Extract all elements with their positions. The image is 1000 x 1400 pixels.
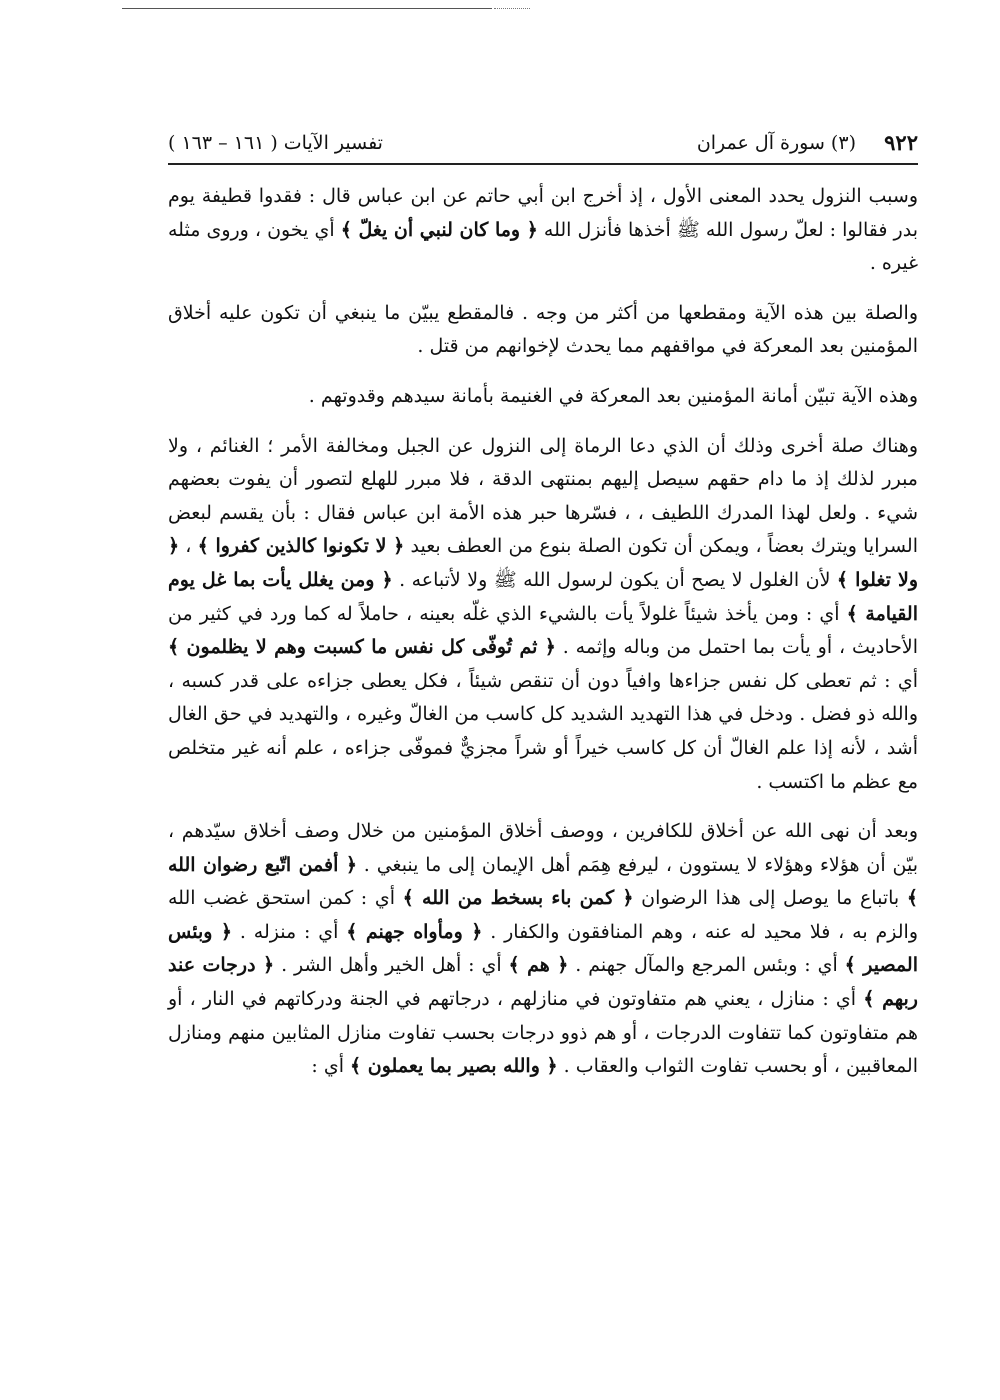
paragraph-1 <box>168 180 918 281</box>
text-span: والصلة بين هذه الآية ومقطعها من أكثر من وجه . فالمقطع يبيّن ما ينبغي أن تكون عليه أخلاق المؤمنين بعد المعركة في مواقفهم مما يحدث لإخوانهم من قتل . <box>168 301 918 358</box>
quran-verse: ﴿ كمن باء بسخط من الله ﴾ <box>402 887 634 910</box>
text-span: أي : وبئس المرجع والمآل جهنم . <box>568 954 845 977</box>
top-rule <box>122 8 492 9</box>
text-span: أي : <box>311 1055 351 1078</box>
text-span: أي يخون ، وروى مثله غيره . <box>168 218 918 275</box>
text-span: أي : منازل ، يعني هم متفاوتون في منازلهم ، درجاتهم في الجنة ودركاتهم في النار ، أو هم متفاوتون كما تتفاوت الدرجات ، أو هم ذوو درجات بحسب تفاوت منازل المثابين منهم ومنازل المعاقبين ، أو بحسب تفاوت الثواب والعقاب . <box>168 988 918 1078</box>
quran-verse: ﴿ وبئس المصير ﴾ <box>168 920 918 977</box>
page-number: ٩٢٢ <box>884 130 918 155</box>
quran-verse: ﴿ درجات عند ربهم ﴾ <box>168 954 918 1011</box>
paragraph-4 <box>168 430 918 800</box>
text-span: أي : ومن يأخذ شيئاً غلولاً يأت بالشيء الذي غلّه بعينه ، حاملاً له كما ورد في كثير من الأحاديث ، أو يأت بما احتمل من وباله وإثمه . <box>168 602 919 659</box>
surah-title: (٣) سورة آل عمران <box>696 132 856 154</box>
page-header <box>168 128 918 162</box>
quran-verse: ﴿ أفمن اتّبع رضوان الله ﴾ <box>168 853 918 910</box>
header-rule <box>168 163 918 165</box>
text-span: باتباع ما يوصل إلى هذا الرضوان <box>633 887 907 910</box>
text-span: أي : منزله . <box>232 920 347 943</box>
quran-verse: ﴿ لا تكونوا كالذين كفروا ﴾ <box>197 535 405 558</box>
text-span: أي : كمن استحق غضب الله والزم به ، فلا محيد له عنه ، وهم المنافقون والكفار . <box>168 887 918 943</box>
paragraph-5 <box>168 815 918 1084</box>
top-dotted-rule <box>494 8 530 9</box>
quran-verse: ﴿ ولا تغلوا ﴾ <box>168 535 918 591</box>
text-span: أي : ثم تعطى كل نفس جزاءها وافياً دون أن تنقص شيئاً ، فكل يعطى جزاءه على قدر كسبه ، والله ذو فضل . ودخل في هذا التهديد الشديد كل كاسب من الغالّ وغيره ، والتهديد في حق الغال أشد ، لأنه إذا علم الغالّ أن كل كاسب خيراً أو شراً مجزيٌّ فموفّى جزاءه ، علم أنه غير متخلص مع عظم ما اكتسب . <box>168 669 918 793</box>
text-span: أي : أهل الخير وأهل الشر . <box>274 954 509 977</box>
paragraph-2 <box>168 297 918 364</box>
body-text <box>168 180 918 1100</box>
text-span: وبعد أن نهى الله عن أخلاق للكافرين ، ووصف أخلاق المؤمنين من خلال وصف أخلاق سيّدهم ، بيّن أن هؤلاء وهؤلاء لا يستوون ، ليرفع هِمَم أهل الإيمان إلى ما ينبغي . <box>168 820 918 876</box>
text-span: وهذه الآية تبيّن أمانة المؤمنين بعد المعركة في الغنيمة بأمانة سيدهم وقدوتهم . <box>308 384 918 407</box>
text-span: ، <box>179 535 198 558</box>
quran-verse: ﴿ ومأواه جهنم ﴾ <box>346 920 483 943</box>
verses-label: تفسير الآيات ( ١٦١ – ١٦٣ ) <box>168 132 383 154</box>
quran-verse: ﴿ وما كان لنبي أن يغلّ ﴾ <box>340 218 538 241</box>
text-span: لأن الغلول لا يصح أن يكون لرسول الله ﷺ ولا لأتباعه . <box>392 568 837 591</box>
quran-verse: ﴿ والله بصير بما يعملون ﴾ <box>350 1055 558 1078</box>
text-span: وسبب النزول يحدد المعنى الأول ، إذ أخرج ابن أبي حاتم عن ابن عباس قال : فقدوا قطيفة يوم بدر فقالوا : لعلّ رسول الله ﷺ أخذها فأنزل الله <box>168 185 918 241</box>
paragraph-3 <box>168 380 918 414</box>
text-span: وهناك صلة أخرى وذلك أن الذي دعا الرماة إلى النزول عن الجبل ومخالفة الأمر ؛ الغنائم ، ولا مبرر لذلك إذ ما دام حقهم سيصل إليهم بمنتهى الدقة ، فلا مبرر للهلع لتصور أن يفوت بعضهم شيء . ولعل لهذا المدرك اللطيف ، ، فسّرها حبر هذه الأمة ابن عباس فقال : بأن يقسم لبعض السرايا ويترك بعضاً ، ويمكن أن تكون الصلة بنوع من العطف بعيد <box>168 434 918 558</box>
quran-verse: ﴿ ثم تُوفّى كل نفس ما كسبت وهم لا يظلمون ﴾ <box>168 636 556 659</box>
quran-verse: ﴿ هم ﴾ <box>508 954 569 977</box>
quran-verse: ﴿ ومن يغلل يأت بما غل يوم القيامة ﴾ <box>168 568 918 625</box>
